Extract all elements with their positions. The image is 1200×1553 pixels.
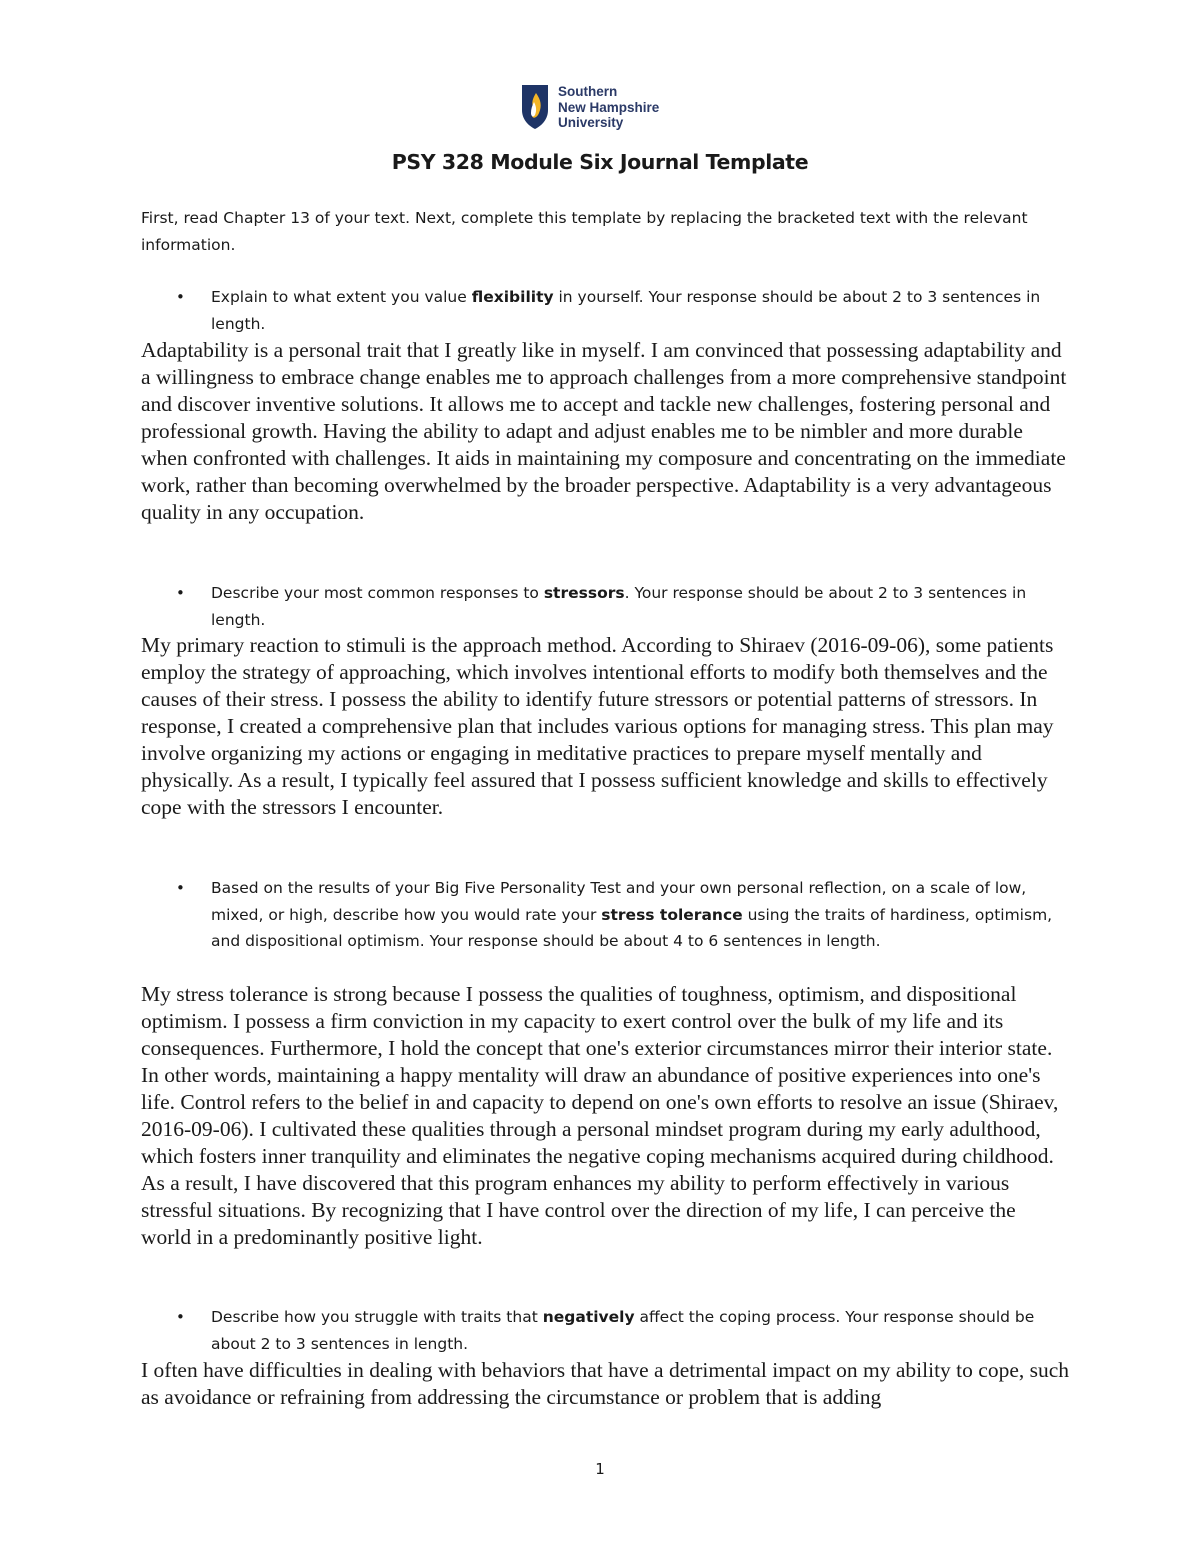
prompt-text: using the traits of hardiness, optimism, and dispositional optimism. Your response should be about 4 to 6 sentences in length. (211, 905, 1053, 950)
university-name (558, 84, 659, 131)
page-number: 1 (595, 1460, 605, 1478)
bullet-marker: • (176, 584, 185, 602)
prompt-keyword: negatively (542, 1308, 635, 1326)
prompt-stress-tolerance (211, 875, 1061, 955)
prompt-negative-traits (211, 1304, 1061, 1357)
prompt-text: affect the coping process. Your response should be about 2 to 3 sentences in length. (211, 1308, 1035, 1353)
prompt-text: Based on the results of your Big Five Personality Test and your own personal reflection, on a scale of low, mixed, or high, describe how you would rate your (211, 879, 1027, 924)
bullet-marker: • (176, 879, 185, 897)
prompt-text: Describe how you struggle with traits that (211, 1308, 543, 1326)
prompt-keyword: stress tolerance (601, 905, 743, 924)
prompt-keyword: flexibility (471, 288, 554, 306)
prompt-text: . Your response should be about 2 to 3 sentences in length. (211, 584, 1027, 629)
answer-negative-traits: I often have difficulties in dealing with behaviors that have a detrimental impact on my ability to cope, such as avoidance or refraining from addressing the circumstance or problem that is adding (141, 1358, 1070, 1409)
prompt-text: Explain to what extent you value (211, 288, 472, 306)
bullet-marker: • (176, 1308, 185, 1326)
prompt-stressors (211, 580, 1061, 633)
university-name-line-3: University (558, 115, 624, 130)
university-logo (521, 84, 659, 131)
university-name-line-1: Southern (558, 84, 618, 99)
answer-stressors: My primary reaction to stimuli is the approach method. According to Shiraev (2016-09-06), some patients employ the strategy of approaching, which involves intentional efforts to modify both themselves and the causes of their stress. I possess the ability to identify future stressors or potential patterns of stressors. In response, I created a comprehensive plan that includes various options for managing stress. This plan may involve organizing my actions or engaging in meditative practices to prepare myself mentally and physically. As a result, I typically feel assured that I possess sufficient knowledge and skills to effectively cope with the stressors I encounter. (141, 633, 1054, 819)
prompt-text: in yourself. Your response should be about 2 to 3 sentences in length. (211, 288, 1041, 333)
document-title: PSY 328 Module Six Journal Template (391, 150, 809, 174)
prompt-flexibility (211, 284, 1061, 337)
prompt-keyword: stressors (543, 584, 625, 602)
flame-shield-icon (521, 84, 549, 130)
answer-stress-tolerance: My stress tolerance is strong because I possess the qualities of toughness, optimism, and dispositional optimism. I possess a firm conviction in my capacity to exert control over the bulk of my life and its consequences. Furthermore, I hold the concept that one's exterior circumstances mirror their interior state. In other words, maintaining a happy mentality will draw an abundance of positive experiences into one's life. Control refers to the belief in and capacity to depend on one's own efforts to resolve an issue (Shiraev, 2016-09-06). I cultivated these qualities through a personal mindset program during my early adulthood, which fosters inner tranquility and eliminates the negative coping mechanisms acquired during childhood. As a result, I have discovered that this program enhances my ability to perform effectively in various stressful situations. By recognizing that I have control over the direction of my life, I can perceive the world in a predominantly positive light. (141, 982, 1059, 1249)
university-name-line-2: New Hampshire (558, 99, 660, 115)
answer-flexibility: Adaptability is a personal trait that I greatly like in myself. I am convinced that possessing adaptability and a willingness to embrace change enables me to approach challenges from a more comprehensive standpoint and discover inventive solutions. It allows me to accept and tackle new challenges, fostering personal and professional growth. Having the ability to adapt and adjust enables me to be nimbler and more durable when confronted with challenges. It aids in maintaining my composure and concentrating on the immediate work, rather than becoming overwhelmed by the broader perspective. Adaptability is a very advantageous quality in any occupation. (141, 338, 1067, 524)
intro-instructions: First, read Chapter 13 of your text. Next, complete this template by replacing the bracketed text with the relevant information. (141, 209, 1028, 254)
prompt-text: Describe your most common responses to (211, 584, 544, 602)
bullet-marker: • (176, 288, 185, 306)
